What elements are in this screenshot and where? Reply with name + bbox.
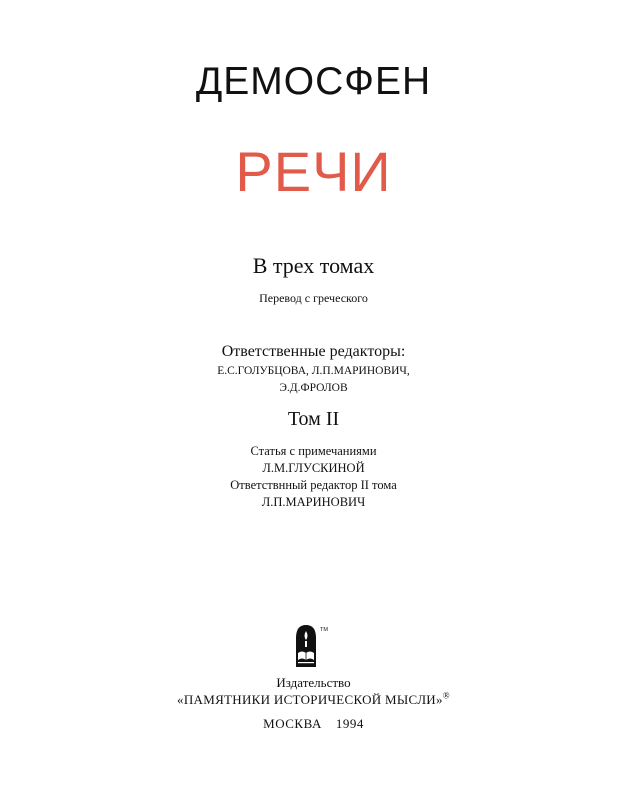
tome-number: Том II: [287, 408, 340, 430]
publisher-emblem-icon: [293, 622, 333, 668]
translation-note: Перевод с греческого: [259, 291, 368, 305]
editors-names-line-1: Е.С.ГОЛУБЦОВА, Л.П.МАРИНОВИЧ,: [217, 365, 410, 377]
imprint-line: [0, 715, 627, 733]
registered-mark: ®: [442, 690, 450, 701]
article-author: Л.М.ГЛУСКИНОЙ: [262, 461, 365, 475]
article-label: Статья с примечаниями: [250, 444, 377, 458]
publisher-name: [0, 691, 627, 709]
imprint-place: МОСКВА: [263, 716, 322, 731]
trademark-mark: TM: [320, 627, 328, 633]
book-title: РЕЧИ: [235, 140, 392, 203]
editors-names-line-2: Э.Д.ФРОЛОВ: [279, 382, 348, 394]
publisher-label: Издательство: [276, 675, 351, 690]
imprint-year: 1994: [335, 716, 364, 731]
publisher-name-text: «ПАМЯТНИКИ ИСТОРИЧЕСКОЙ МЫСЛИ»: [177, 692, 443, 707]
volume-editor-label: Ответствнный редактор II тома: [230, 478, 397, 492]
volume-editor-name: Л.П.МАРИНОВИЧ: [261, 495, 366, 509]
editors-label: Ответственные редакторы:: [221, 343, 406, 360]
author-name: ДЕМОСФЕН: [195, 60, 432, 103]
volumes-note: В трех томах: [252, 253, 375, 278]
